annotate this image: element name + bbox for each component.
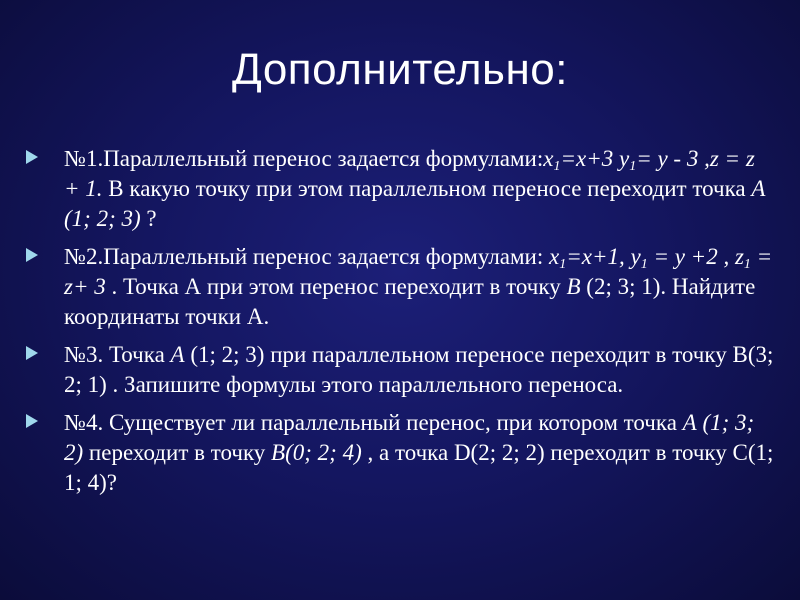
- text-run: А (1; 3; 2): [64, 410, 755, 465]
- text-run: №4. Существует ли параллельный перенос, при котором точка: [64, 410, 683, 435]
- text-run: В: [566, 274, 581, 299]
- problem-3-text: [64, 342, 773, 397]
- text-run: (1; 2; 3) при параллельном переносе переходит в точку В(3; 2; 1) . Запишите формулы этого параллельного переноса.: [64, 342, 774, 397]
- triangle-right-icon: [26, 248, 38, 262]
- subscript: 1: [559, 257, 567, 272]
- text-run: №2.Параллельный перенос задается формулами:: [64, 244, 550, 269]
- text-run: В какую точку при этом параллельном переносе переходит точка: [102, 176, 752, 201]
- text-run: =x+3 y: [560, 146, 630, 171]
- text-run: №3. Точка: [64, 342, 171, 367]
- text-run: А (1; 2; 3): [64, 176, 766, 231]
- problem-1: [24, 144, 776, 234]
- text-run: , а точка D(2; 2; 2) переходит в точку С(1; 1; 4)?: [64, 440, 774, 495]
- text-run: переходит в точку: [83, 440, 272, 465]
- text-run: = z+ 3: [64, 244, 773, 299]
- subscript: 1: [640, 257, 648, 272]
- text-run: А: [170, 342, 185, 367]
- problem-1-text: [64, 146, 765, 231]
- text-run: =x+1, y: [566, 244, 641, 269]
- problem-4-text: [64, 410, 773, 495]
- text-run: . Точка А при этом перенос переходит в точку: [105, 274, 567, 299]
- subscript: 1: [743, 257, 751, 272]
- text-run: = y +2 , z: [647, 244, 744, 269]
- triangle-right-icon: [26, 150, 38, 164]
- text-run: = y - 3 ,z = z + 1.: [64, 146, 755, 201]
- text-run: x: [543, 146, 554, 171]
- text-run: №1.Параллельный перенос задается формулами:: [64, 146, 544, 171]
- text-run: (2; 3; 1). Найдите координаты точки А.: [64, 274, 756, 329]
- subscript: 1: [629, 159, 637, 174]
- problem-list: [24, 144, 776, 506]
- triangle-right-icon: [26, 414, 38, 428]
- text-run: ?: [140, 206, 157, 231]
- text-run: x: [549, 244, 560, 269]
- text-run: В(0; 2; 4): [271, 440, 362, 465]
- problem-2: [24, 242, 776, 332]
- triangle-right-icon: [26, 346, 38, 360]
- subscript: 1: [553, 159, 561, 174]
- problem-3: [24, 340, 776, 400]
- problem-4: [24, 408, 776, 498]
- slide-title: Дополнительно:: [232, 45, 568, 94]
- problem-2-text: [64, 244, 772, 329]
